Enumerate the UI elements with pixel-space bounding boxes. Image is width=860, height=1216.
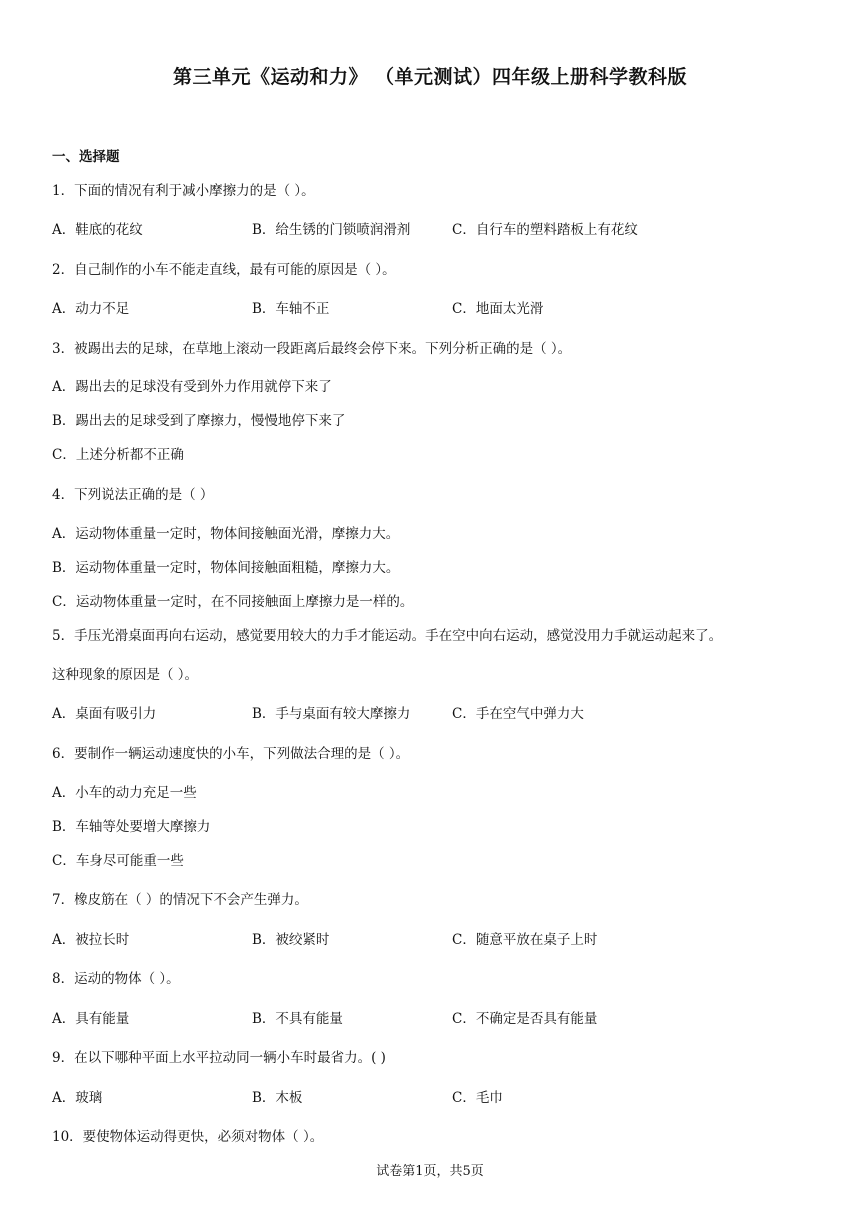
question-4-text: 4．下列说法正确的是（ ）: [52, 487, 214, 503]
question-8-text: 8．运动的物体（ ）。: [52, 971, 180, 987]
question-2-option-a: A．动力不足: [52, 301, 130, 317]
question-9-option-a: A．玻璃: [52, 1090, 103, 1106]
question-3-option-a: A．踢出去的足球没有受到外力作用就停下来了: [52, 379, 332, 395]
question-6-option-a: A．小车的动力充足一些: [52, 785, 197, 801]
question-9-text: 9．在以下哪种平面上水平拉动同一辆小车时最省力。( ): [52, 1050, 386, 1066]
page-footer: 试卷第1页，共5页: [376, 1164, 484, 1179]
question-8-option-c: C．不确定是否具有能量: [452, 1011, 598, 1027]
question-3-text: 3．被踢出去的足球，在草地上滚动一段距离后最终会停下来。下列分析正确的是（ ）。: [52, 341, 572, 357]
question-1-text: 1．下面的情况有利于减小摩擦力的是（ ）。: [52, 183, 315, 199]
question-6-text: 6．要制作一辆运动速度快的小车，下列做法合理的是（ ）。: [52, 746, 410, 762]
question-4-option-b: B．运动物体重量一定时，物体间接触面粗糙，摩擦力大。: [52, 560, 400, 576]
question-1-option-a: A．鞋底的花纹: [52, 222, 143, 238]
question-4-option-a: A．运动物体重量一定时，物体间接触面光滑，摩擦力大。: [52, 526, 400, 542]
question-5-text-continued: 这种现象的原因是（ ）。: [52, 667, 199, 683]
question-7-option-c: C．随意平放在桌子上时: [452, 932, 598, 948]
question-3-option-c: C．上述分析都不正确: [52, 447, 184, 463]
question-2-option-b: B．车轴不正: [252, 301, 330, 317]
question-5-option-b: B．手与桌面有较大摩擦力: [252, 706, 411, 722]
question-10-text: 10．要使物体运动得更快，必须对物体（ ）。: [52, 1129, 324, 1145]
question-9-option-c: C．毛巾: [452, 1090, 503, 1106]
question-9-option-b: B．木板: [252, 1090, 303, 1106]
question-3-option-b: B．踢出去的足球受到了摩擦力，慢慢地停下来了: [52, 413, 346, 429]
question-1-option-c: C．自行车的塑料踏板上有花纹: [452, 222, 638, 238]
question-7-option-a: A．被拉长时: [52, 932, 130, 948]
question-5-option-c: C．手在空气中弹力大: [452, 706, 584, 722]
question-4-option-c: C．运动物体重量一定时，在不同接触面上摩擦力是一样的。: [52, 594, 414, 610]
question-1-option-b: B．给生锈的门锁喷润滑剂: [252, 222, 411, 238]
section-heading: 一、选择题: [52, 149, 120, 165]
question-6-option-b: B．车轴等处要增大摩擦力: [52, 819, 211, 835]
question-7-text: 7．橡皮筋在（ ）的情况下不会产生弹力。: [52, 892, 308, 908]
question-7-option-b: B．被绞紧时: [252, 932, 330, 948]
page-title: 第三单元《运动和力》 （单元测试）四年级上册科学教科版: [172, 66, 688, 88]
question-2-text: 2．自己制作的小车不能走直线，最有可能的原因是（ ）。: [52, 262, 396, 278]
question-8-option-a: A．具有能量: [52, 1011, 130, 1027]
question-8-option-b: B．不具有能量: [252, 1011, 343, 1027]
question-6-option-c: C．车身尽可能重一些: [52, 853, 184, 869]
question-5-text: 5．手压光滑桌面再向右运动，感觉要用较大的力手才能运动。手在空中向右运动，感觉没用力手就运动起来了。: [52, 628, 723, 644]
question-5-option-a: A．桌面有吸引力: [52, 706, 157, 722]
question-2-option-c: C．地面太光滑: [452, 301, 544, 317]
